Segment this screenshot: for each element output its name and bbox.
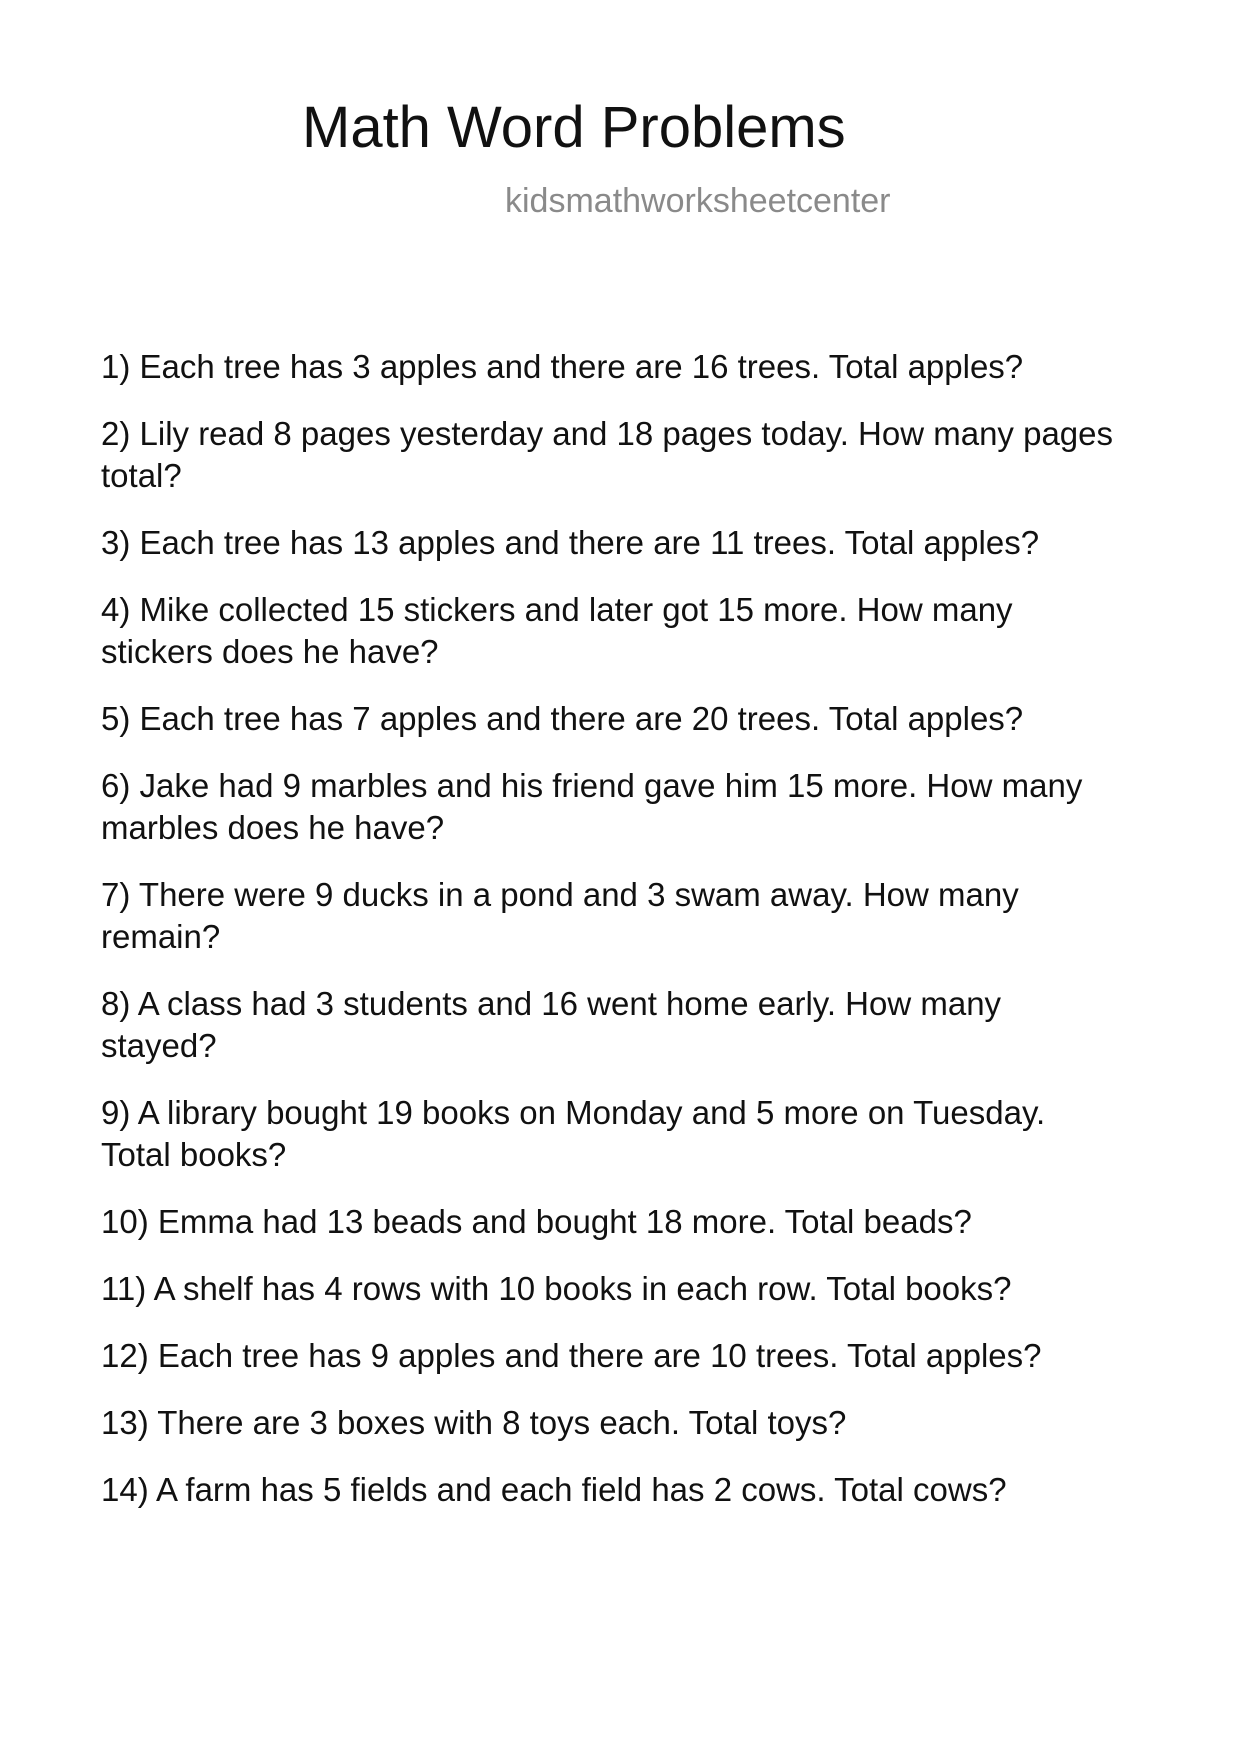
problem-item: 2) Lily read 8 pages yesterday and 18 pages today. How many pages total? (101, 415, 1114, 494)
problem-item: 11) A shelf has 4 rows with 10 books in each row. Total books? (101, 1270, 1012, 1307)
problem-item: 1) Each tree has 3 apples and there are 16 trees. Total apples? (101, 348, 1024, 385)
problem-item: 12) Each tree has 9 apples and there are 10 trees. Total apples? (101, 1337, 1042, 1374)
problem-item: 14) A farm has 5 fields and each field has 2 cows. Total cows? (101, 1471, 1007, 1508)
problem-item: 13) There are 3 boxes with 8 toys each. Total toys? (101, 1404, 847, 1441)
problem-item: 6) Jake had 9 marbles and his friend gave him 15 more. How many marbles does he have? (101, 767, 1083, 846)
problem-item: 5) Each tree has 7 apples and there are 20 trees. Total apples? (101, 700, 1024, 737)
problem-item: 3) Each tree has 13 apples and there are 11 trees. Total apples? (101, 524, 1040, 561)
page-title: Math Word Problems (302, 95, 846, 160)
problem-item: 7) There were 9 ducks in a pond and 3 swam away. How many remain? (101, 876, 1019, 955)
problem-item: 9) A library bought 19 books on Monday and 5 more on Tuesday. Total books? (101, 1094, 1046, 1173)
source-subtitle: kidsmathworksheetcenter (505, 182, 891, 220)
problem-item: 4) Mike collected 15 stickers and later got 15 more. How many stickers does he have? (101, 591, 1013, 670)
problem-item: 8) A class had 3 students and 16 went home early. How many stayed? (101, 985, 1002, 1064)
problem-item: 10) Emma had 13 beads and bought 18 more. Total beads? (101, 1203, 972, 1240)
problem-list (101, 346, 1121, 1536)
